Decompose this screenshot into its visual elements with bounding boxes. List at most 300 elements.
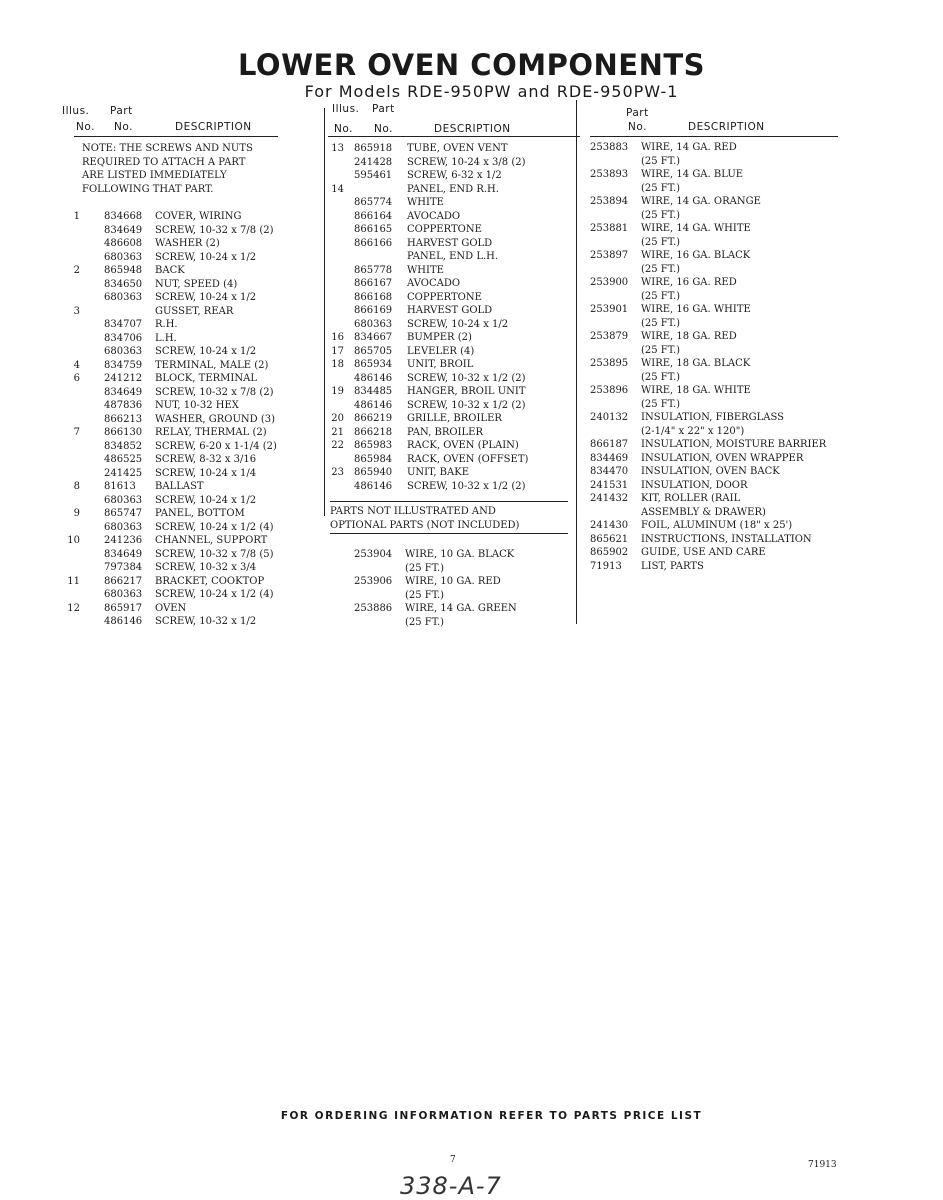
description-label: DESCRIPTION — [688, 121, 765, 133]
illus-number: 18 — [331, 359, 344, 370]
part-number: 866165 — [354, 224, 393, 235]
part-number: 834485 — [354, 386, 393, 397]
handwritten-note: 338-A-7 — [400, 1172, 502, 1200]
part-description: COPPERTONE — [407, 224, 482, 235]
part-number: 680363 — [104, 494, 143, 506]
part-number: 486525 — [104, 454, 143, 465]
table-row — [332, 277, 578, 291]
illus-number: 9 — [73, 508, 80, 519]
part-description: L.H. — [155, 332, 177, 344]
part-number: 486146 — [354, 399, 393, 411]
note-text: ARE LISTED IMMEDIATELY — [82, 170, 227, 181]
part-label: Part — [110, 105, 133, 117]
part-description: RACK, OVEN (PLAIN) — [407, 440, 519, 451]
optional-heading-line — [332, 519, 578, 533]
table-row — [80, 345, 270, 359]
part-description: (2-1/4" x 22" x 120") — [641, 425, 745, 437]
part-number: 865621 — [590, 533, 629, 545]
table-row — [590, 195, 840, 209]
parts-list — [67, 210, 277, 629]
table-row — [332, 250, 578, 264]
parts-list — [590, 141, 840, 573]
illus-number: 3 — [73, 305, 80, 317]
part-description: SCREW, 10-24 x 1/2 (4) — [155, 589, 274, 600]
table-row — [80, 453, 270, 467]
illus-number: 19 — [331, 386, 344, 397]
table-row — [332, 169, 578, 183]
part-number: 834469 — [590, 452, 629, 464]
part-description: (25 FT.) — [405, 616, 445, 628]
table-row — [73, 359, 270, 373]
part-description: SCREW, 10-24 x 3/8 (2) — [407, 156, 526, 168]
part-description: INSULATION, DOOR — [641, 479, 748, 491]
part-number: 71913 — [590, 560, 622, 572]
part-description: COPPERTONE — [407, 291, 482, 303]
part-description: (25 FT.) — [641, 317, 681, 329]
part-description: (25 FT.) — [641, 263, 681, 275]
table-row — [73, 480, 270, 494]
table-row — [332, 439, 578, 453]
description-label: DESCRIPTION — [434, 123, 511, 135]
part-description: TUBE, OVEN VENT — [407, 143, 508, 154]
part-number: 866164 — [354, 210, 393, 222]
header-rule — [74, 136, 278, 137]
part-description: WIRE, 14 GA. WHITE — [641, 223, 751, 234]
part-no-label: No. — [628, 121, 647, 133]
table-row — [332, 304, 578, 318]
part-number: 241432 — [590, 493, 629, 504]
part-number: 680363 — [104, 589, 143, 600]
section-rule — [330, 501, 568, 502]
heading-text: PARTS NOT ILLUSTRATED AND — [330, 506, 496, 517]
part-description: SCREW, 6-32 x 1/2 — [407, 170, 502, 181]
part-label: Part — [626, 107, 649, 119]
table-row — [73, 305, 270, 319]
part-description: WIRE, 10 GA. RED — [405, 576, 501, 587]
part-number: 865983 — [354, 440, 393, 451]
table-row — [332, 318, 578, 332]
part-description: INSULATION, OVEN BACK — [641, 466, 780, 477]
part-description: INSULATION, OVEN WRAPPER — [641, 452, 804, 464]
part-description: (25 FT.) — [405, 562, 445, 574]
table-row — [590, 209, 840, 223]
part-description: WIRE, 16 GA. WHITE — [641, 304, 751, 315]
table-row — [80, 561, 270, 575]
part-number: 834759 — [104, 359, 143, 371]
part-description: (25 FT.) — [641, 398, 681, 410]
table-row — [80, 494, 270, 508]
part-number: 834649 — [104, 224, 143, 236]
part-description: WIRE, 14 GA. ORANGE — [641, 196, 761, 207]
part-number: 834706 — [104, 332, 143, 344]
part-description: UNIT, BROIL — [407, 359, 474, 370]
part-description: (25 FT.) — [641, 155, 681, 167]
table-row — [590, 546, 840, 560]
part-description: SCREW, 10-32 x 7/8 (5) — [155, 548, 274, 560]
table-row — [332, 480, 578, 494]
illus-number: 6 — [73, 373, 80, 384]
illus-number: 21 — [331, 426, 344, 438]
part-number: 865778 — [354, 264, 393, 276]
table-row — [80, 386, 274, 400]
table-row — [590, 290, 840, 304]
part-description: WIRE, 14 GA. GREEN — [405, 603, 517, 614]
table-row — [332, 210, 578, 224]
part-number: 486146 — [354, 480, 393, 492]
table-row — [590, 344, 840, 358]
part-description: BALLAST — [155, 481, 204, 492]
table-row — [80, 413, 276, 427]
table-row — [80, 251, 270, 265]
part-number: 486146 — [104, 616, 143, 627]
part-number: 866217 — [104, 575, 143, 587]
part-number: 241425 — [104, 467, 143, 479]
part-number: 253894 — [590, 196, 629, 207]
table-row — [590, 371, 840, 385]
part-description: INSULATION, FIBERGLASS — [641, 412, 785, 423]
note-line — [80, 169, 270, 183]
table-row — [80, 291, 270, 305]
part-number: 486608 — [104, 238, 143, 249]
table-row — [332, 385, 578, 399]
part-number: 680363 — [104, 346, 143, 357]
part-description: SCREW, 10-32 x 7/8 (2) — [155, 224, 274, 236]
part-description: SCREW, 10-32 x 1/2 (2) — [407, 480, 526, 492]
part-description: RACK, OVEN (OFFSET) — [407, 453, 529, 465]
illus-number: 4 — [73, 359, 80, 371]
part-number: 834852 — [104, 440, 143, 452]
note-line — [80, 142, 270, 156]
part-number: 866169 — [354, 305, 393, 316]
illus-no-label: No. — [334, 123, 353, 135]
section-rule — [330, 533, 568, 534]
table-row — [73, 264, 270, 278]
table-row — [332, 602, 578, 616]
part-number: 486146 — [354, 372, 393, 384]
illus-number: 17 — [331, 345, 344, 357]
illus-label: Illus. — [62, 105, 90, 117]
table-row — [590, 263, 840, 277]
part-description: SCREW, 10-32 x 1/2 — [155, 616, 257, 627]
part-description: (25 FT.) — [641, 182, 681, 194]
parts-column-3 — [590, 103, 840, 573]
part-number: 680363 — [354, 318, 393, 330]
part-description: AVOCADO — [407, 210, 461, 222]
part-number: 253881 — [590, 223, 629, 234]
part-description: GUIDE, USE AND CARE — [641, 547, 766, 558]
part-number: 866168 — [354, 291, 393, 303]
part-description: OVEN — [155, 602, 187, 614]
part-number: 253897 — [590, 250, 629, 261]
part-number: 865918 — [354, 143, 393, 154]
part-number: 253901 — [590, 304, 629, 315]
part-number: 834649 — [104, 548, 143, 560]
part-description: WIRE, 16 GA. RED — [641, 277, 737, 288]
part-description: LIST, PARTS — [641, 560, 704, 572]
table-row — [332, 426, 578, 440]
part-description: SCREW, 10-32 x 3/4 — [155, 562, 257, 573]
table-row — [80, 615, 270, 629]
part-description: BUMPER (2) — [407, 332, 472, 343]
part-number: 834649 — [104, 386, 143, 398]
part-description: NUT, SPEED (4) — [155, 278, 238, 290]
part-description: NUT, 10-32 HEX — [155, 400, 239, 411]
part-number: 680363 — [104, 521, 143, 533]
part-number: 865934 — [354, 359, 393, 370]
part-number: 866166 — [354, 237, 393, 249]
part-number: 865948 — [104, 265, 143, 276]
part-number: 680363 — [104, 251, 143, 263]
part-number: 834667 — [354, 332, 393, 343]
illus-number: 7 — [73, 427, 80, 438]
part-description: GRILLE, BROILER — [407, 413, 502, 424]
table-row — [80, 548, 274, 562]
part-number: 253886 — [354, 603, 393, 614]
table-row — [80, 440, 277, 454]
ordering-footer: FOR ORDERING INFORMATION REFER TO PARTS PRICE LIST — [280, 1110, 703, 1122]
part-description: HARVEST GOLD — [407, 237, 493, 249]
illus-number: 2 — [73, 265, 80, 276]
table-row — [332, 575, 578, 589]
table-row — [73, 507, 270, 521]
part-description: FOIL, ALUMINUM (18" x 25') — [641, 520, 793, 531]
part-number: 865705 — [354, 345, 393, 357]
table-row — [332, 237, 578, 251]
header-rule — [590, 136, 838, 137]
column-divider — [324, 108, 325, 516]
table-row — [73, 372, 270, 386]
part-number: 253879 — [590, 331, 629, 342]
part-number: 253906 — [354, 576, 393, 587]
table-row — [590, 303, 840, 317]
table-row — [590, 317, 840, 331]
table-row — [80, 224, 274, 238]
part-description: PAN, BROILER — [407, 426, 483, 438]
part-no-label: No. — [374, 123, 393, 135]
table-row — [590, 222, 840, 236]
heading-text: OPTIONAL PARTS (NOT INCLUDED) — [330, 519, 520, 531]
description-label: DESCRIPTION — [175, 121, 252, 133]
part-number: 865902 — [590, 547, 629, 558]
table-row — [332, 331, 578, 345]
table-row — [590, 452, 840, 466]
illus-label: Illus. — [332, 103, 360, 115]
part-number: 866167 — [354, 278, 393, 289]
illus-number: 8 — [73, 481, 80, 492]
part-description: SCREW, 10-24 x 1/2 — [155, 346, 257, 357]
illus-number: 12 — [67, 602, 80, 614]
part-number: 595461 — [354, 170, 393, 181]
table-row — [332, 345, 578, 359]
part-description: HANGER, BROIL UNIT — [407, 386, 526, 397]
part-description: R.H. — [155, 319, 178, 330]
part-number: 81613 — [104, 481, 136, 492]
part-number: 253895 — [590, 358, 629, 369]
note-line — [80, 156, 270, 170]
part-number: 241428 — [354, 156, 393, 168]
part-description: WIRE, 18 GA. BLACK — [641, 358, 751, 369]
part-number: 241430 — [590, 520, 629, 531]
part-description: GUSSET, REAR — [155, 305, 234, 317]
part-description: (25 FT.) — [641, 344, 681, 356]
part-number: 865940 — [354, 467, 393, 478]
part-description: WHITE — [407, 197, 444, 208]
page-title: LOWER OVEN COMPONENTS — [237, 48, 706, 82]
part-number: 866219 — [354, 413, 393, 424]
part-description: HARVEST GOLD — [407, 305, 493, 316]
part-description: INSTRUCTIONS, INSTALLATION — [641, 533, 812, 545]
part-description: WIRE, 14 GA. RED — [641, 142, 737, 153]
part-description: WASHER (2) — [155, 238, 220, 249]
table-row — [80, 467, 270, 481]
part-description: LEVELER (4) — [407, 345, 475, 357]
part-description: (25 FT.) — [641, 371, 681, 383]
part-description: SCREW, 8-32 x 3/16 — [155, 454, 257, 465]
page-subtitle: For Models RDE-950PW and RDE-950PW-1 — [304, 82, 679, 101]
part-number: 865917 — [104, 602, 143, 614]
table-row — [80, 332, 270, 346]
part-number: 834668 — [104, 211, 143, 222]
part-description: UNIT, BAKE — [407, 467, 470, 478]
part-description: (25 FT.) — [641, 290, 681, 302]
part-number: 253883 — [590, 142, 629, 153]
part-number: 241236 — [104, 535, 143, 546]
part-description: SCREW, 10-24 x 1/2 — [155, 251, 257, 263]
table-row — [80, 278, 270, 292]
table-row — [332, 156, 578, 170]
column-header — [332, 103, 578, 137]
part-description: RELAY, THERMAL (2) — [155, 427, 267, 438]
part-description: WASHER, GROUND (3) — [155, 413, 276, 425]
part-description: PANEL, END L.H. — [407, 251, 499, 262]
illus-number: 14 — [331, 183, 344, 195]
part-description: ASSEMBLY & DRAWER) — [641, 506, 766, 518]
part-number: 834470 — [590, 466, 629, 477]
table-row — [332, 548, 578, 562]
note-line — [80, 183, 270, 197]
optional-parts-heading — [332, 505, 578, 532]
part-description: CHANNEL, SUPPORT — [155, 535, 268, 546]
illus-number: 22 — [331, 440, 344, 451]
table-row — [332, 399, 578, 413]
document-number: 71913 — [808, 1160, 837, 1170]
table-row — [590, 425, 840, 439]
table-row — [67, 602, 270, 616]
table-row — [73, 210, 270, 224]
table-row — [80, 318, 270, 332]
illus-number: 10 — [67, 535, 80, 546]
part-label: Part — [372, 103, 395, 115]
part-description: SCREW, 10-24 x 1/2 (4) — [155, 521, 274, 533]
illus-number: 13 — [331, 143, 344, 154]
part-number: 680363 — [104, 292, 143, 303]
table-row — [332, 616, 578, 630]
table-row — [332, 264, 578, 278]
part-description: WHITE — [407, 264, 444, 276]
note-block — [80, 142, 270, 196]
part-description: SCREW, 10-24 x 1/4 — [155, 467, 257, 479]
table-row — [590, 249, 840, 263]
part-number: 865747 — [104, 508, 143, 519]
table-row — [332, 142, 578, 156]
table-row — [332, 562, 578, 576]
optional-heading-line — [332, 505, 578, 519]
part-description: BRACKET, COOKTOP — [155, 575, 265, 587]
column-header — [62, 103, 270, 137]
table-row — [590, 398, 840, 412]
table-row — [590, 182, 840, 196]
part-description: WIRE, 14 GA. BLUE — [641, 169, 744, 180]
table-row — [590, 479, 840, 493]
part-description: SCREW, 10-24 x 1/2 — [407, 318, 509, 330]
table-row — [590, 276, 840, 290]
table-row — [590, 519, 840, 533]
column-divider — [576, 100, 577, 624]
table-row — [590, 465, 840, 479]
part-description: SCREW, 6-20 x 1-1/4 (2) — [155, 440, 277, 452]
table-row — [590, 141, 840, 155]
parts-column-2 — [332, 103, 578, 629]
part-description: (25 FT.) — [641, 236, 681, 248]
table-row — [590, 438, 840, 452]
part-number: 253904 — [354, 549, 393, 560]
column-header — [590, 103, 840, 137]
table-row — [73, 426, 270, 440]
table-row — [590, 168, 840, 182]
part-description: AVOCADO — [407, 278, 461, 289]
part-number: 866187 — [590, 439, 629, 450]
part-description: SCREW, 10-32 x 7/8 (2) — [155, 386, 274, 398]
part-description: BLOCK, TERMINAL — [155, 373, 257, 384]
header-rule — [328, 136, 580, 137]
part-number: 241531 — [590, 479, 629, 491]
part-description: BACK — [155, 265, 185, 276]
part-number: 240132 — [590, 412, 629, 423]
note-text: NOTE: THE SCREWS AND NUTS — [82, 143, 253, 154]
part-number: 487836 — [104, 400, 143, 411]
part-description: SCREW, 10-32 x 1/2 (2) — [407, 372, 526, 384]
part-number: 241212 — [104, 373, 143, 384]
table-row — [332, 589, 578, 603]
part-number: 834650 — [104, 278, 143, 290]
table-row — [590, 560, 840, 574]
table-row — [590, 357, 840, 371]
table-row — [332, 291, 578, 305]
part-number: 866218 — [354, 426, 393, 438]
illus-number: 11 — [67, 575, 80, 587]
table-row — [590, 155, 840, 169]
part-number: 253900 — [590, 277, 629, 288]
part-number: 866130 — [104, 427, 143, 438]
illus-number: 16 — [331, 332, 344, 343]
part-number: 797384 — [104, 562, 143, 573]
note-text: REQUIRED TO ATTACH A PART — [82, 156, 246, 168]
part-description: WIRE, 16 GA. BLACK — [641, 250, 751, 261]
part-number: 865984 — [354, 453, 393, 465]
part-description: WIRE, 18 GA. WHITE — [641, 385, 751, 396]
table-row — [332, 372, 578, 386]
table-row — [590, 236, 840, 250]
table-row — [67, 534, 270, 548]
part-no-label: No. — [114, 121, 133, 133]
table-row — [80, 588, 274, 602]
table-row — [80, 521, 274, 535]
part-number: 834707 — [104, 319, 143, 330]
page-number: 7 — [450, 1155, 456, 1165]
table-row — [332, 358, 578, 372]
table-row — [590, 492, 840, 506]
table-row — [332, 196, 578, 210]
